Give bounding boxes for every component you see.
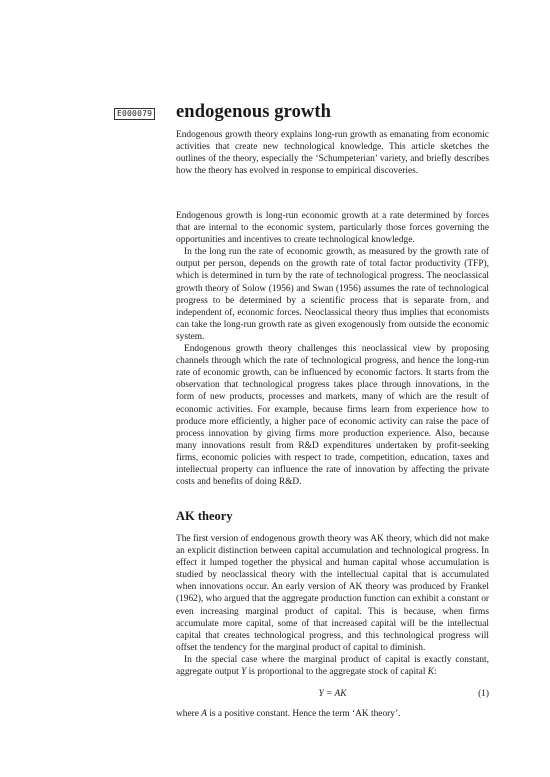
article-id-badge: E000079 [114,108,155,120]
equation-number: (1) [478,689,489,699]
section-paragraph-1: The first version of endogenous growth theory was AK theory, which did not make an explicit distinction between capital accumulation and technological progress. In effect it lumped together the physical and human capital whose accumulation is studied by neoclassical theory with the intellectual capital that is accumulated when innovations occur. An early version of AK theory was produced by Frankel (1962), who argued that the aggregate production function can exhibit a constant or even increasing marginal product of capital. This is because, when firms accumulate more capital, some of that increased capital will be the intellectual capital that creates technological progress, and this technological progress will offset the tendency for the marginal product of capital to diminish. [176,534,490,653]
post-equation-text [176,708,489,720]
abstract-text: Endogenous growth theory explains long-run growth as emanating from economic activities that create new technological knowledge. This article sketches the outlines of the theory, especially the ‘Schumpeterian’ variety, and briefly describes how the theory has evolved in response to empirical discoveries. [176,130,489,177]
after-end: is a positive constant. Hence the term ‘AK theory’. [206,709,401,719]
section-body [176,533,489,678]
var-k: K [427,667,435,678]
intro-paragraph-3: Endogenous growth theory challenges this neoclassical view by proposing channels through which the rate of technological progress, and hence the long-run rate of economic growth, can be influenced by economic factors. It starts from the observation that technological progress takes place through innovations, in the form of new products, processes and markets, many of which are the result of economic activities. For example, because firms learn from experience how to produce more efficiently, a higher pace of economic activity can raise the pace of process innovation by giving firms more production experience. Also, because many innovations result from R&D expenditures undertaken by profit-seeking firms, economic policies with respect to trade, competition, education, taxes and intellectual property can influence the rate of innovation by affecting the private costs and benefits of doing R&D. [176,344,489,488]
article-title: endogenous growth [176,102,332,122]
intro-paragraph-2: In the long run the rate of economic growth, as measured by the growth rate of output per person, depends on the growth rate of total factor productivity (TFP), which is determined in turn by the rate of technological progress. The neoclassical growth theory of Solow (1956) and Swan (1956) assumes the rate of technological progress to be determined by a scientific process that is separate from, and independent of, economic forces. Neoclassical theory thus implies that economists can take the long-run growth rate as given exogenously from outside the economic system. [176,247,489,342]
var-y: Y [241,667,247,678]
section-heading: AK theory [176,509,233,523]
p2-end: : [434,667,437,678]
p2-mid: is proportional to the aggregate stock of capital [246,667,428,678]
var-a: A [201,709,207,719]
equation-body: Y = AK [318,689,347,699]
p2-start: In the special case where the marginal product of capital is exactly constant, aggregate output [176,654,489,678]
after-start: where [176,709,202,719]
section-paragraph-2 [176,654,489,678]
intro-body [176,210,489,488]
intro-paragraph-1: Endogenous growth is long-run economic growth at a rate determined by forces that are internal to the economic system, particularly those forces governing the opportunities and incentives to create technological knowledge. [176,211,489,246]
abstract [176,129,489,177]
